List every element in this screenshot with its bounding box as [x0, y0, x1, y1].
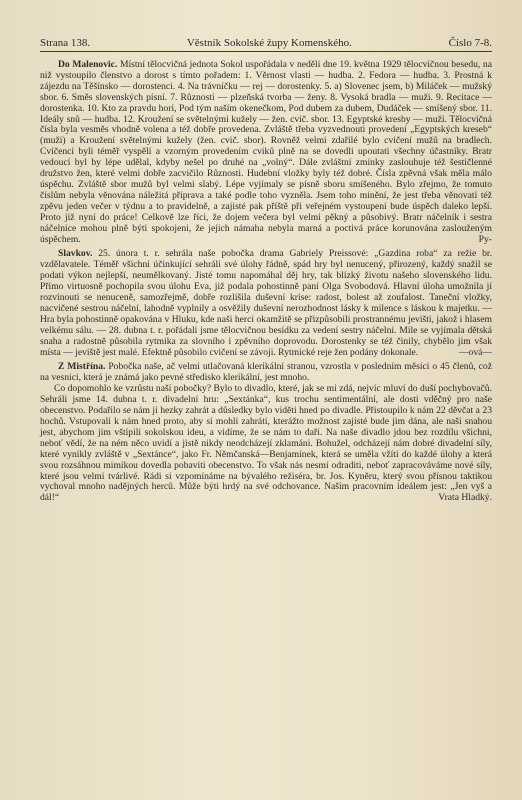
page-header — [40, 30, 492, 52]
section-title: Z Mistřína. — [58, 361, 106, 373]
journal-title: Věstník Sokolské župy Komenského. — [186, 37, 352, 49]
section-mistrin — [40, 362, 492, 384]
section-signature: —ová— — [458, 346, 492, 358]
issue-number: Číslo 7-8. — [448, 37, 492, 49]
section-mistrin-paragraph-2 — [40, 384, 492, 504]
page-number: Strana 138. — [40, 37, 91, 49]
section-slavkov — [40, 249, 492, 358]
section-text: 25. února t. r. sehrála naše pobočka drama Gabriely Preissové: „Gazdina roba“ za režie br. vzdělavatele. Téměř všichni účinkující sehráli své úlohy řádně, spád hry byl nenucený, přirozený, každý snažil se podati výkon nejlepší, neumělkovaný. Jisté tomu napomáhal děj hry, tak blízký životu našeho slovenského lidu. Přímo virtuosně pochopila svou úlohu Eva, již podala pohostinně paní Olga Svobodová. Hlavní úloha umožnila jí rozvinouti se nenuceně, samozřejmě, dobře rozlišila duševní krise: radost, bolest až zoufalost. Taneční vložky, nacvičené sestrou náčelní, lahodně vyplnily a osvěžily duševní nerozhodnost lásky k milence s láskou k majetku. — Hra byla pohostinně opakována v Hluku, kde naši herci okamžitě se přizpůsobili prostrannému jevišti, jakož i hlasem velkému sálu. — 28. dubna t. r. pořádali jsme tělocvičnou besídku za vedení sestry náčelní. Mile se vyjímala dětská snaha a radostně působila rytmika za slovního i zpěvního doprovodu. Dorostenky se též činily, chybělo jim však místa — jeviště jest malé. Efektně působilo cvičení se závoji. Rytmické reje žen podány dokonale. — [40, 248, 492, 358]
article-body — [40, 60, 492, 504]
section-title: Do Malenovic. — [58, 59, 118, 70]
section-signature: Vrata Hladký. — [438, 492, 492, 504]
section-text: Pobočka naše, ač velmi utlačovaná klerikální stranou, vzrostla v posledním měsíci o 45 členů, což na vesnici, která je známá jako pevné středisko klerikální, jest mnoho. — [40, 361, 492, 384]
section-malenovice — [40, 60, 492, 245]
section-title: Slavkov. — [58, 248, 93, 260]
section-text: Co dopomohlo ke vzrůstu naší pobočky? Bylo to divadlo, které, jak se mi zdá, nejvíc mluví do duší pochybovačů. Sehráli jsme 14. dubna t. r. divadelní hru: „Sextánka“, kus trochu sentimentální, ale dosti vděčný pro naše obecenstvo. Podařilo se nám ji hezky zahrát a důsledky bylo viděti hned po divadle. Přistoupilo k nám 22 děvčat a 23 hochů. Vstupovali k nám hned proto, aby si mohli zahráti, kterážto možnost zajisté bude jim dána, ale naší snahou jest, abychom jim vštípili sokolskou ideu, a vidíme, že se nám to daří. Na naše divadlo jdou bez rozdílu všichni, neboť vědí, že na ném něco uvidí a jistě nikdy neodcházejí zklamáni. Bohužel, odcházejí nám dobré divadelní síly, které vynikly zvláště v „Sextánce“, jako Fr. Němčanská—Benjamínek, která se uměla vžíti do každé úlohy a která svou rozsáhnou mimikou dovedla pobaviti obecenstvo. To však nás nesmí odraditi, neboť zapracováváme nové síly, které jsou velmi tvárlivé. Rádi si vzpomínáme na bývalého režiséra, br. Jos. Kyněru, který svou přísnou taktikou vychoval mnoho nadějných herců. Může býti hrdý na své odchovance. Naším pracovním ideálem jest: „Jen vyš a dál!“ — [40, 383, 492, 504]
section-text: Místní tělocvičná jednota Sokol uspořádala v neděli dne 19. května 1929 tělocvičnou besedu, na niž vystoupilo členstvo a dorost s tímto pořadem: 1. Věrnost vlasti — hudba. 2. Fedora — hudba. 3. Prostná k zájezdu na Těšínsko — dorostenci. 4. Na trávníčku — rej — dorostenky. 5. a) Slovenec jsem, b) Miláček — mužský sbor. 6. Směs slovenských písní. 7. Různosti — plzeňská tvorba — ženy. 8. Vysoká bradla — muži. 9. Recitace — dorostenka. 10. Kto za pravdu hori, Pod tým naším okenečkom, Pod dubem za dubem, Dudáček — smíšený sbor. 11. Ideály snů — hudba. 12. Kroužení se světelnými kužely — žen. cvič. sbor. 13. Egyptské kresby — muži. Tělocvičná čísla byla vesměs vhodně volena a též dobře provedena. Zvláště třeba vyzvednouti provedení „Egyptských kreseb“ (muži) a Kroužení světelnými kužely (žen. cvič. sbor). Rovněž velmi zdařilé bylo cvičení mužů na bradlech. Cvičenci byli téměř vyspělí a vzorným provedením cviků plně na se dovedli upoutati všechny účastníky. Bratr vedoucí byl by lépe udělal, kdyby nešel po druhé na „volný“. Dále zvláštní zmínky zaslouhuje též šestičlenné družstvo žen, které velmi dobře zacvičilo Různosti. Hudební vložky byly též dobré. Čísla zpěvná však měla málo úspěchu. Zvláště sbor mužů byl velmi slabý. Lépe vyjímaly se písně sboru smíšeného. Bylo zřejmo, že tomuto číslům nebyla věnována náležitá příprava a také podle toho vyzněla. Jsem toho mínění, že jest třeba věnovati též zpěvu jeden večer v týdnu a to pravidelně, a zajisté pak příště při veřejném vystoupení bude úspěch daleko lepší. Proto již nyní do práce! Celkově lze říci, že dojem večera byl velmi pěkný a působivý. Bratr náčelník i sestra náčelnice mohou plně býti spokojeni, že jejich námaha nebyla marná a poctivá práce korunována zaslouženým úspěchem. — [40, 59, 492, 245]
section-signature: Py- — [478, 233, 492, 245]
